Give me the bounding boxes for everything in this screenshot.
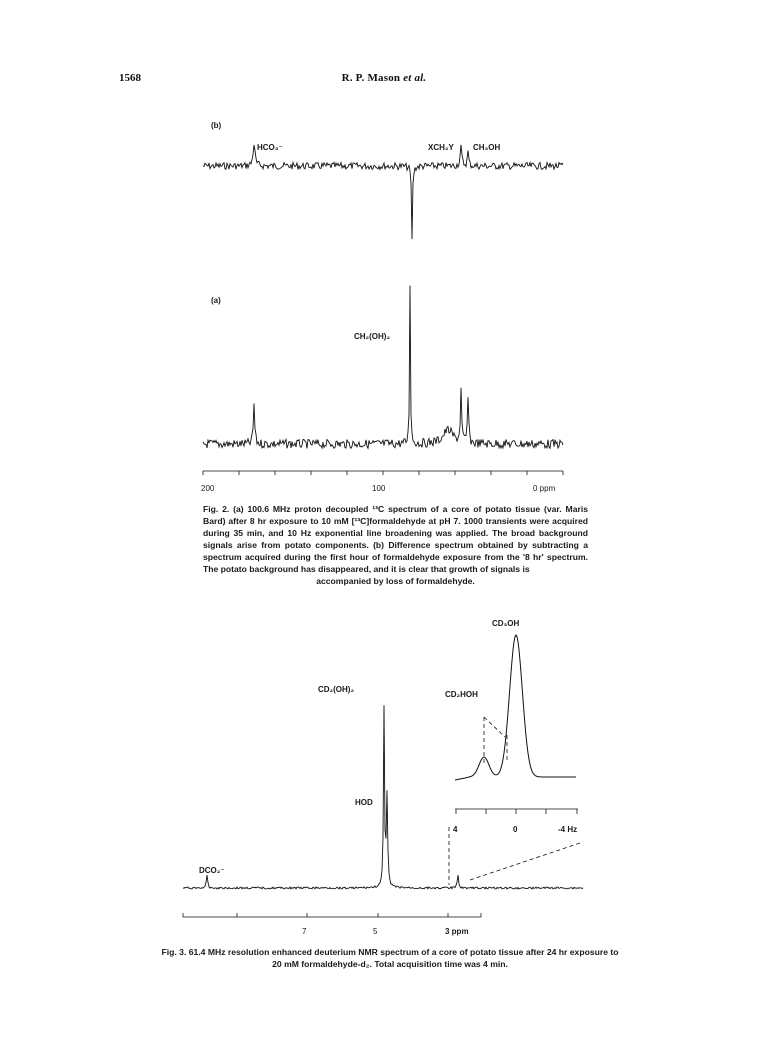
running-head-etal: et al. — [403, 72, 427, 84]
fig3-caption-line-2: 20 mM formaldehyde-d₂. Total acquisition time was 4 min. — [272, 959, 508, 969]
fig3-tick-3: 3 ppm — [445, 927, 469, 936]
fig3-inset-spectrum — [455, 635, 576, 780]
page-number: 1568 — [119, 72, 141, 84]
fig2-caption-line-3: exponential line broadening was applied. The broad background signals arise from potato components. — [203, 528, 588, 550]
fig3-inset-tick-0: 0 — [513, 825, 518, 834]
fig2-tick-200: 200 — [201, 484, 215, 493]
fig2-caption-line-1: Fig. 2. (a) 100.6 MHz proton decoupled ¹³C spectrum of a core of potato tissue (var. Maris Bard) after 8 hr — [203, 504, 588, 526]
fig3-peak-cd3oh: CD₃OH — [492, 619, 520, 628]
fig3-spectrum — [183, 705, 583, 889]
figure-3-caption — [154, 946, 626, 970]
fig2-caption-line-6: accompanied by loss of formaldehyde. — [316, 576, 475, 586]
fig2-tick-100: 100 — [372, 484, 386, 493]
fig2-caption-line-2: exposure to 10 mM [¹³C]formaldehyde at pH 7. 1000 transients were acquired during 35 min, and 10 Hz — [203, 516, 588, 538]
fig3-peak-ch2oh2: CD₂(OH)₂ — [318, 685, 354, 694]
fig2-caption-line-5: exposure from the '8 hr' spectrum. The potato background has disappeared, and it is clear that growth of signals is — [203, 552, 588, 574]
fig2-peak-ch2oh2: CH₂(OH)₂ — [354, 332, 390, 341]
fig3-tick-7: 7 — [302, 927, 307, 936]
fig2-peak-hco3: HCO₃⁻ — [257, 143, 283, 152]
fig3-peak-hod: HOD — [355, 798, 373, 807]
fig2-caption-line-4: (b) Difference spectrum obtained by subtracting a spectrum acquired during the first hour of formaldehyde — [203, 540, 589, 562]
fig3-ppm-axis — [183, 913, 481, 936]
fig3-inset-dashes — [449, 717, 583, 885]
fig2-panel-b-label: (b) — [211, 121, 222, 130]
fig3-inset-tick-4: 4 — [453, 825, 458, 834]
fig3-peak-dco2: DCO₂⁻ — [199, 866, 225, 875]
fig2-panel-a-spectrum — [203, 286, 563, 449]
fig3-tick-5: 5 — [373, 927, 378, 936]
fig3-hz-axis — [453, 809, 578, 834]
fig2-panel-b-spectrum — [203, 145, 563, 239]
fig2-panel-a-label: (a) — [211, 296, 221, 305]
fig2-peak-ch3oh: CH₃OH — [473, 143, 501, 152]
fig2-ppm-axis — [201, 471, 563, 493]
fig2-tick-0: 0 ppm — [533, 484, 556, 493]
fig3-caption-line-1: Fig. 3. 61.4 MHz resolution enhanced deuterium NMR spectrum of a core of potato tissue after 24 hr exposure to — [161, 947, 619, 957]
figure-2-caption — [203, 503, 588, 587]
running-head-authors: R. P. Mason — [341, 72, 401, 84]
fig3-inset-tick-m4: -4 Hz — [558, 825, 578, 834]
fig3-peak-cd2hoh: CD₂HOH — [445, 690, 478, 699]
fig2-peak-xch2y: XCH₂Y — [428, 143, 454, 152]
